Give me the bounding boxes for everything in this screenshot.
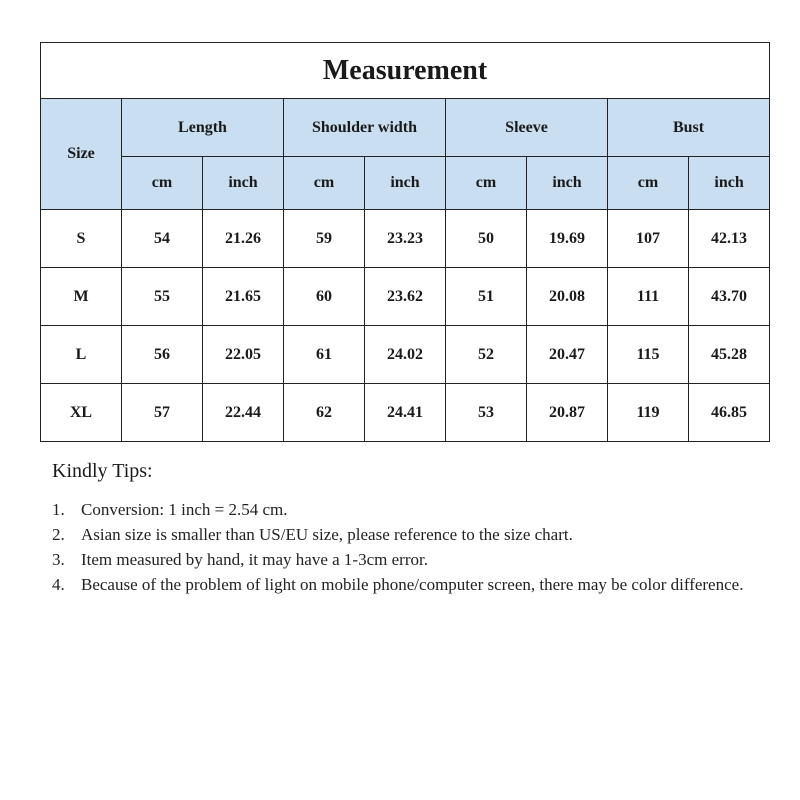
value-cell: 19.69 (527, 210, 608, 268)
value-cell: 24.02 (365, 326, 446, 384)
tips-title: Kindly Tips: (52, 460, 153, 482)
table-row (41, 210, 770, 268)
value-cell: 23.23 (365, 210, 446, 268)
value-cell: 22.05 (203, 326, 284, 384)
value-cell: 43.70 (689, 268, 770, 326)
unit-header: cm (446, 157, 527, 210)
size-cell: S (41, 210, 122, 268)
size-header: Size (41, 99, 122, 210)
value-cell: 45.28 (689, 326, 770, 384)
value-cell: 50 (446, 210, 527, 268)
tip-text: Because of the problem of light on mobile phone/computer screen, there may be color difference. (81, 575, 744, 594)
group-header-sleeve: Sleeve (446, 99, 608, 157)
tip-text: Conversion: 1 inch = 2.54 cm. (81, 500, 288, 519)
unit-header: cm (122, 157, 203, 210)
value-cell: 24.41 (365, 384, 446, 442)
tip-item (52, 547, 762, 572)
value-cell: 22.44 (203, 384, 284, 442)
value-cell: 111 (608, 268, 689, 326)
size-cell: M (41, 268, 122, 326)
tip-item (52, 572, 762, 597)
tip-item (52, 522, 762, 547)
value-cell: 55 (122, 268, 203, 326)
value-cell: 53 (446, 384, 527, 442)
unit-header: inch (527, 157, 608, 210)
value-cell: 42.13 (689, 210, 770, 268)
value-cell: 57 (122, 384, 203, 442)
table-row (41, 384, 770, 442)
unit-header: cm (608, 157, 689, 210)
tip-number: 2. (52, 525, 65, 544)
tip-text: Asian size is smaller than US/EU size, please reference to the size chart. (81, 525, 573, 544)
tips-list (52, 497, 762, 597)
value-cell: 54 (122, 210, 203, 268)
tip-number: 3. (52, 550, 65, 569)
kindly-tips (52, 460, 762, 597)
measurement-table (40, 42, 770, 442)
value-cell: 119 (608, 384, 689, 442)
group-header-length: Length (122, 99, 284, 157)
value-cell: 21.26 (203, 210, 284, 268)
value-cell: 107 (608, 210, 689, 268)
size-cell: XL (41, 384, 122, 442)
table-row (41, 268, 770, 326)
value-cell: 60 (284, 268, 365, 326)
tip-item (52, 497, 762, 522)
value-cell: 21.65 (203, 268, 284, 326)
size-cell: L (41, 326, 122, 384)
value-cell: 20.87 (527, 384, 608, 442)
tip-text: Item measured by hand, it may have a 1-3cm error. (81, 550, 428, 569)
table-row (41, 326, 770, 384)
group-header-bust: Bust (608, 99, 770, 157)
unit-header: inch (365, 157, 446, 210)
value-cell: 23.62 (365, 268, 446, 326)
unit-header: inch (689, 157, 770, 210)
value-cell: 61 (284, 326, 365, 384)
tip-number: 1. (52, 500, 65, 519)
table-title: Measurement (41, 43, 770, 99)
value-cell: 46.85 (689, 384, 770, 442)
value-cell: 51 (446, 268, 527, 326)
value-cell: 56 (122, 326, 203, 384)
unit-header: inch (203, 157, 284, 210)
value-cell: 115 (608, 326, 689, 384)
unit-header: cm (284, 157, 365, 210)
tip-number: 4. (52, 575, 65, 594)
value-cell: 62 (284, 384, 365, 442)
value-cell: 59 (284, 210, 365, 268)
value-cell: 52 (446, 326, 527, 384)
value-cell: 20.08 (527, 268, 608, 326)
group-header-shoulder-width: Shoulder width (284, 99, 446, 157)
value-cell: 20.47 (527, 326, 608, 384)
